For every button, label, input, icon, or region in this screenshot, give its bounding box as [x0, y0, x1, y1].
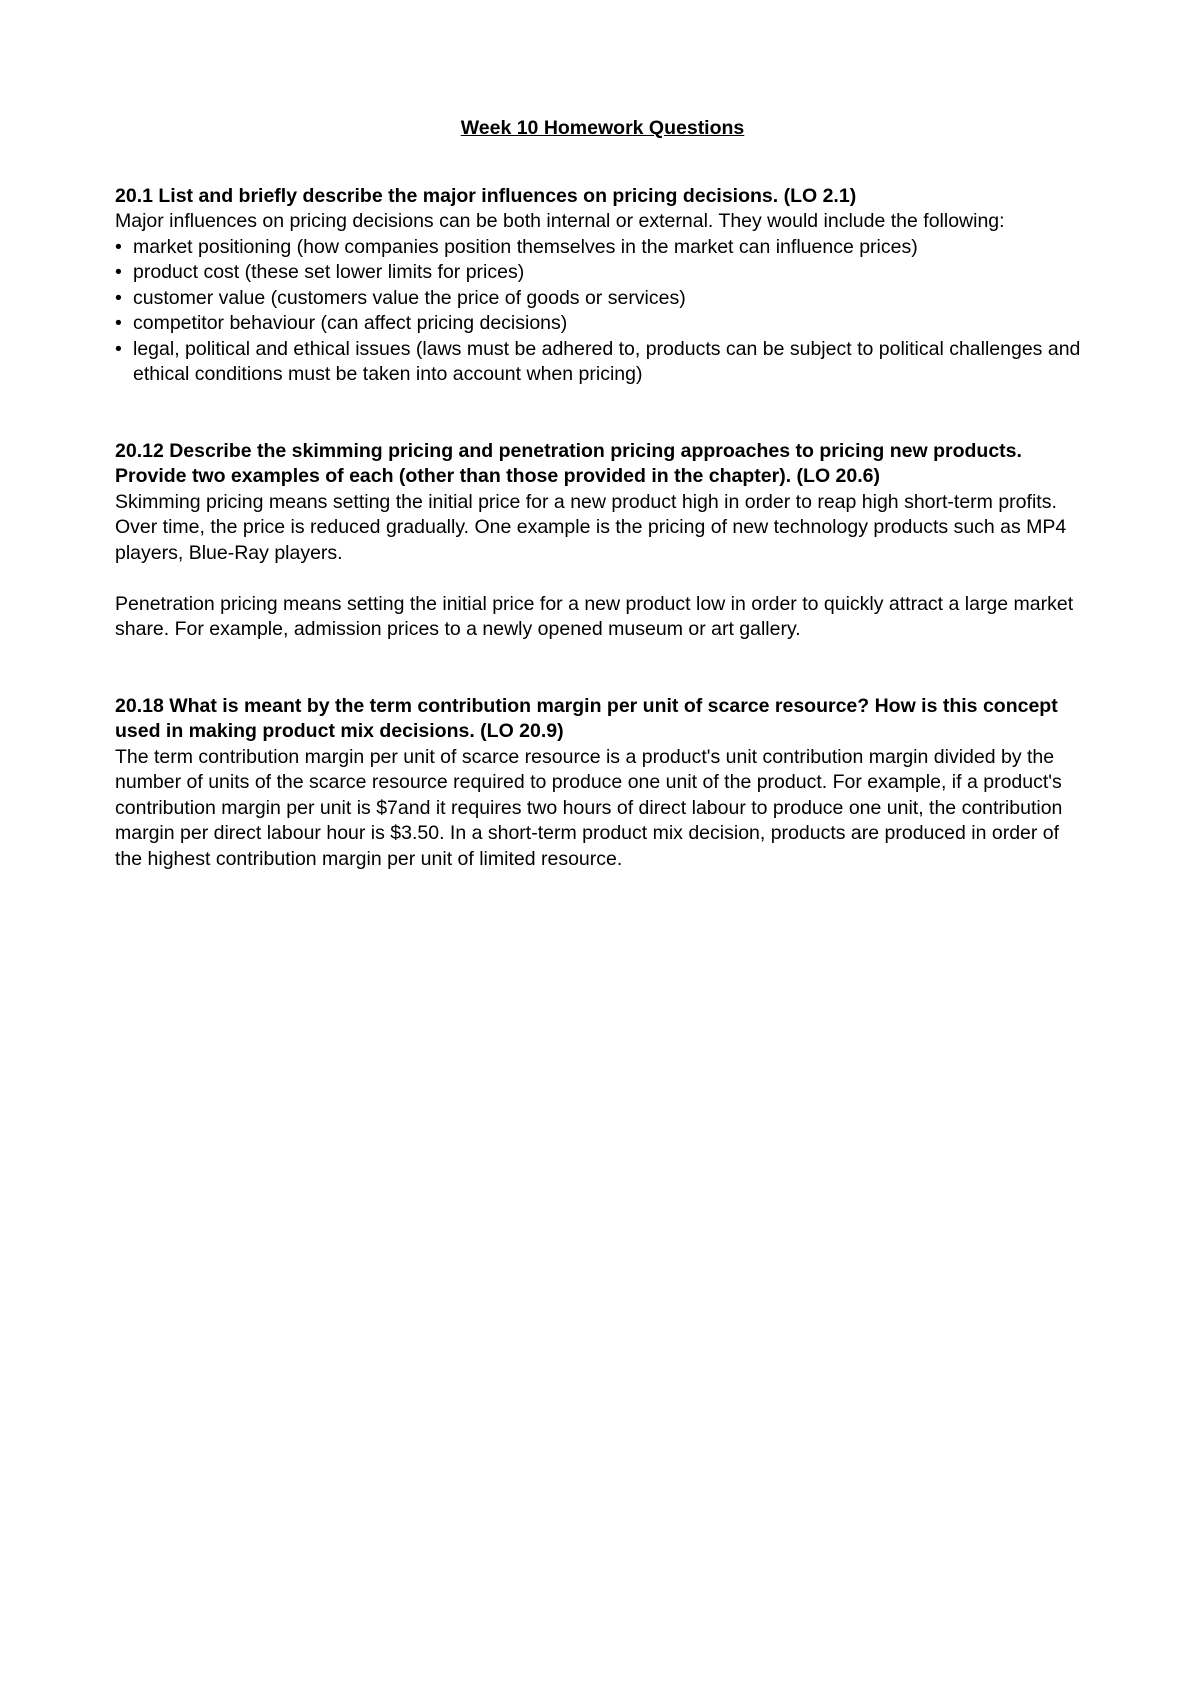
answer-paragraph: Major influences on pricing decisions can be both internal or external. They would include the following: [115, 210, 1005, 232]
list-item-text: legal, political and ethical issues (laws must be adhered to, products can be subject to political challenges and ethical conditions must be taken into account when pricing) [133, 337, 1081, 385]
question-section-20-12 [115, 439, 1090, 643]
page-title: Week 10 Homework Questions [460, 117, 745, 139]
bullet-icon: • [115, 312, 122, 334]
list-item-text: competitor behaviour (can affect pricing decisions) [133, 312, 568, 334]
answer-paragraph: Skimming pricing means setting the initial price for a new product high in order to reap high short-term profits. Over time, the price is reduced gradually. One example is the pricing of new technology products such as MP4 players, Blue-Ray players. [115, 490, 1067, 564]
bullet-icon: • [115, 286, 122, 309]
question-heading: 20.1 List and briefly describe the major influences on pricing decisions. (LO 2.1) [115, 184, 857, 207]
list-item [115, 260, 1090, 286]
question-heading: 20.18 What is meant by the term contribution margin per unit of scarce resource? How is this concept used in making product mix decisions. (LO 20.9) [115, 694, 1058, 742]
list-item [115, 337, 1090, 388]
document-content [115, 116, 1090, 872]
paragraph-spacer [115, 566, 1090, 592]
question-heading: 20.12 Describe the skimming pricing and penetration pricing approaches to pricing new products. Provide two examples of each (other than those provided in the chapter). (LO 20.6) [115, 439, 1022, 487]
list-item [115, 286, 1090, 312]
list-item-text: customer value (customers value the price of goods or services) [133, 286, 686, 309]
list-item-text: product cost (these set lower limits for prices) [133, 261, 525, 283]
list-item [115, 235, 1090, 261]
answer-paragraph: The term contribution margin per unit of scarce resource is a product's unit contribution margin divided by the number of units of the scarce resource required to produce one unit of the product. For example, if a product's contribution margin per unit is $7and it requires two hours of direct labour to produce one unit, the contribution margin per direct labour hour is $3.50. In a short-term product mix decision, products are produced in order of the highest contribution margin per unit of limited resource. [115, 745, 1063, 870]
bullet-list [115, 235, 1090, 388]
bullet-icon: • [115, 235, 122, 258]
question-section-20-18 [115, 694, 1090, 873]
answer-paragraph: Penetration pricing means setting the initial price for a new product low in order to quickly attract a large market share. For example, admission prices to a newly opened museum or art gallery. [115, 592, 1074, 640]
question-section-20-1 [115, 184, 1090, 388]
bullet-icon: • [115, 337, 122, 360]
list-item-text: market positioning (how companies position themselves in the market can influence prices) [133, 235, 918, 258]
section-spacer [115, 643, 1090, 694]
section-spacer [115, 388, 1090, 439]
list-item [115, 311, 1090, 337]
bullet-icon: • [115, 261, 122, 283]
